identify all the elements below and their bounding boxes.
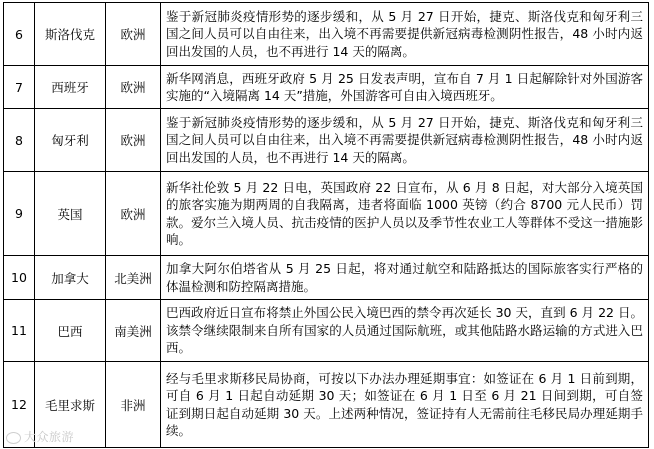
continent-name: 南美洲	[106, 300, 161, 362]
policy-description: 加拿大阿尔伯塔省从 5 月 25 日起，将对通过航空和陆路抵达的国际旅客实行严格的体温检测和防控隔离措施。	[161, 256, 649, 300]
table-row	[4, 66, 649, 109]
watermark	[6, 428, 74, 445]
watermark-logo-icon	[6, 432, 21, 444]
country-name: 毛里求斯	[35, 362, 106, 448]
policy-description: 巴西政府近日宣布将禁止外国公民入境巴西的禁令再次延长 30 天，直到 6 月 22 日。该禁令继续限制来自所有国家的人员通过国际航班，或其他陆路水路运输的方式进入巴西。	[161, 300, 649, 362]
table-row	[4, 109, 649, 172]
continent-name: 欧洲	[106, 66, 161, 109]
country-name: 斯洛伐克	[35, 3, 106, 66]
row-number: 9	[4, 172, 35, 256]
country-name: 匈牙利	[35, 109, 106, 172]
policy-description: 新华网消息，西班牙政府 5 月 25 日发表声明，宣布自 7 月 1 日起解除针对外国游客实施的“入境隔离 14 天”措施，外国游客可自由入境西班牙。	[161, 66, 649, 109]
continent-name: 欧洲	[106, 172, 161, 256]
continent-name: 非洲	[106, 362, 161, 448]
country-name: 加拿大	[35, 256, 106, 300]
table-row	[4, 3, 649, 66]
table-row	[4, 172, 649, 256]
policy-description: 鉴于新冠肺炎疫情形势的逐步缓和，从 5 月 27 日开始，捷克、斯洛伐克和匈牙利三国之间人员可以自由往来，出入境不再需要提供新冠病毒检测阴性报告，48 小时内返回出发国的人员，也不再进行 14 天的隔离。	[161, 109, 649, 172]
continent-name: 欧洲	[106, 3, 161, 66]
watermark-text: 大众旅游	[24, 430, 75, 444]
country-name: 西班牙	[35, 66, 106, 109]
row-number: 12	[4, 362, 35, 448]
policy-description: 新华社伦敦 5 月 22 日电，英国政府 22 日宣布，从 6 月 8 日起，对大部分入境英国的旅客实施为期两周的自我隔离，违者将面临 1000 英镑（约合 8700 元人民币）罚款。爱尔兰入境人员、抗击疫情的医护人员以及季节性农业工人等群体不受这一措施影响。	[161, 172, 649, 256]
policy-description: 鉴于新冠肺炎疫情形势的逐步缓和，从 5 月 27 日开始，捷克、斯洛伐克和匈牙利三国之间人员可以自由往来，出入境不再需要提供新冠病毒检测阴性报告，48 小时内返回出发国的人员，也不再进行 14 天的隔离。	[161, 3, 649, 66]
policy-table	[3, 2, 649, 448]
row-number: 10	[4, 256, 35, 300]
country-name: 英国	[35, 172, 106, 256]
country-name: 巴西	[35, 300, 106, 362]
row-number: 8	[4, 109, 35, 172]
row-number: 7	[4, 66, 35, 109]
continent-name: 北美洲	[106, 256, 161, 300]
continent-name: 欧洲	[106, 109, 161, 172]
table-row	[4, 362, 649, 448]
policy-description: 经与毛里求斯移民局协商，可按以下办法办理延期事宜：如签证在 6 月 1 日前到期，可自 6 月 1 日起自动延期 30 天；如签证在 6 月 1 日至 6 月 21 日间到期，可自签证到期日起自动延期 30 天。上述两种情况，签证持有人无需前往毛移民局办理延期手续。	[161, 362, 649, 448]
row-number: 11	[4, 300, 35, 362]
row-number: 6	[4, 3, 35, 66]
table-row	[4, 300, 649, 362]
table-row	[4, 256, 649, 300]
